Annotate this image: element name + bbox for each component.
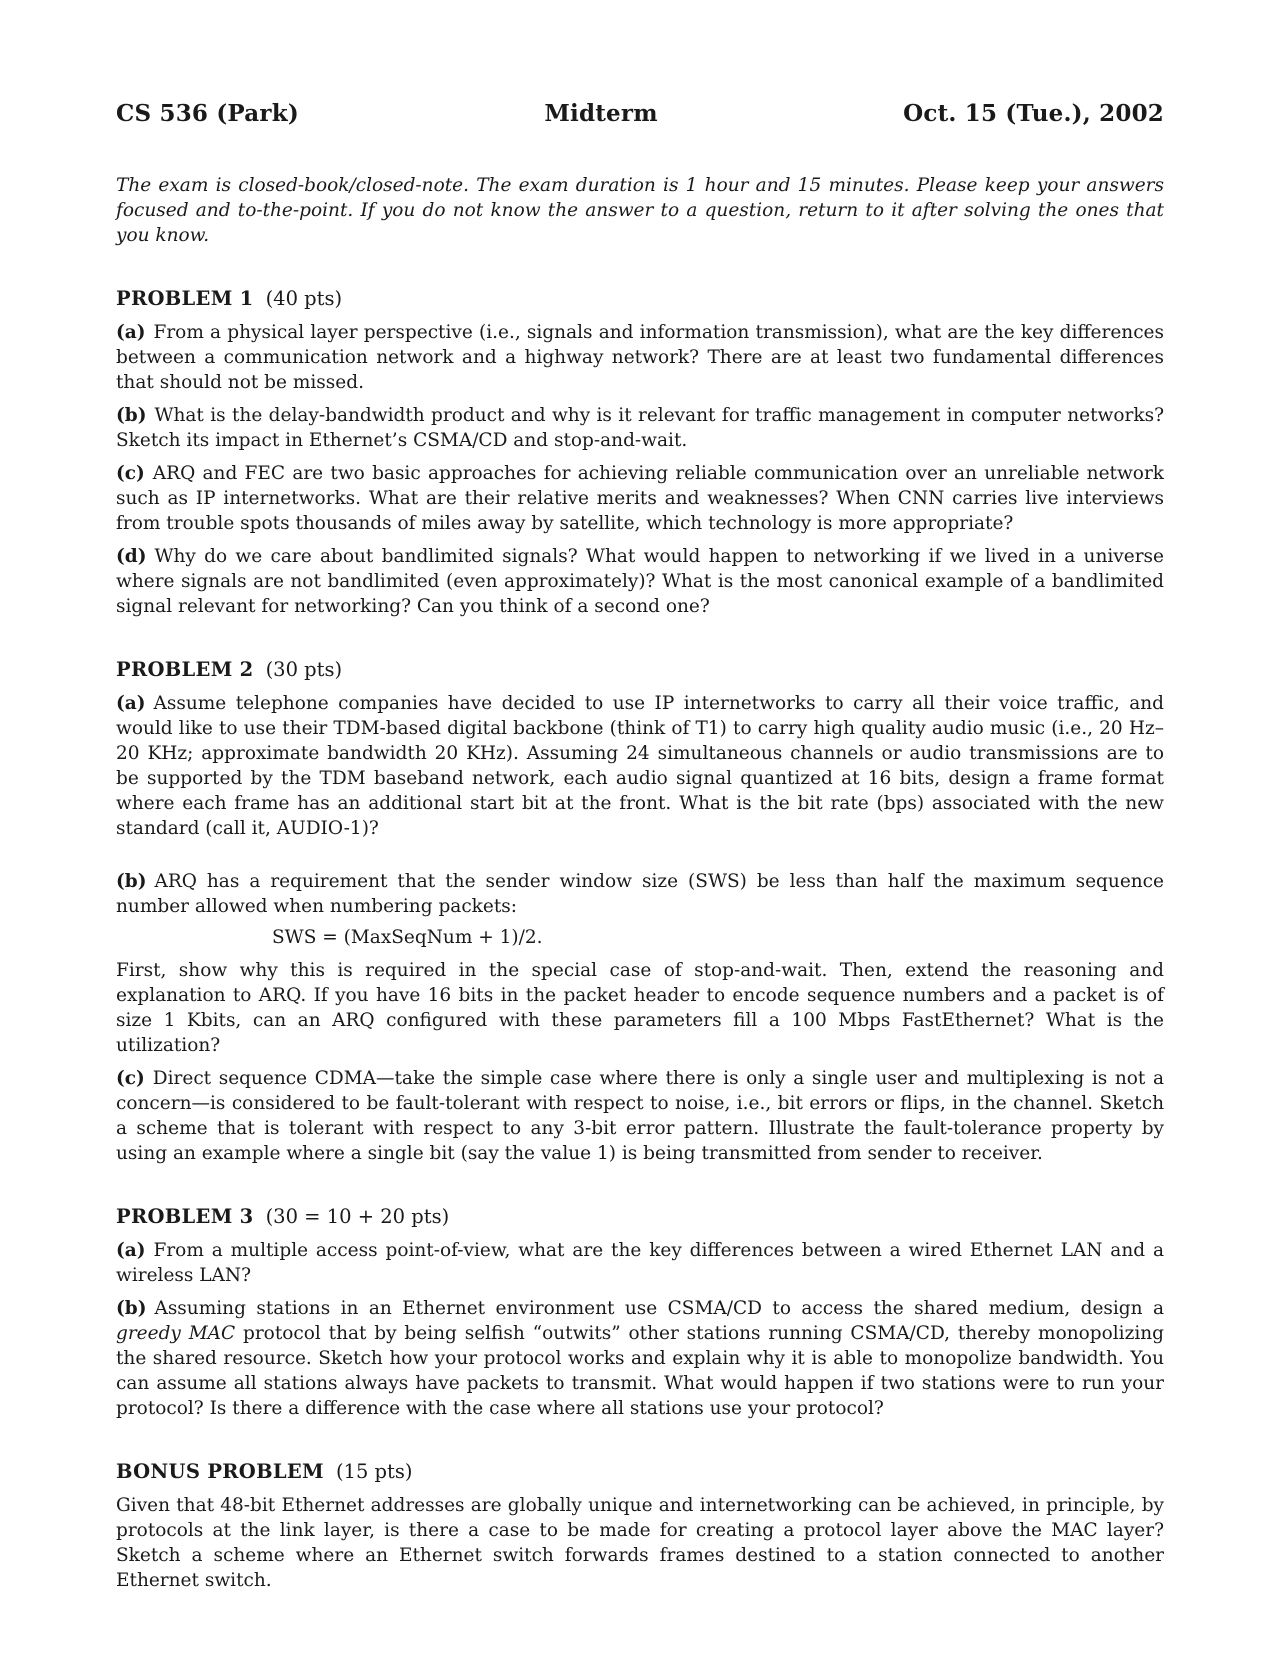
part-text: Assume telephone companies have decided to use IP internetworks to carry all their voice traffic, and would like to use their TDM-based digital backbone (think of T1) to carry high quality audio music (i.e., 20 Hz–20 KHz; approximate bandwidth 20 KHz). Assuming 24 simultaneous channels or audio transmissions are to be supported by the TDM baseband network, each audio signal quantized at 16 bits, design a frame format where each frame has an additional start bit at the front. What is the bit rate (bps) associated with the new standard (call it, AUDIO-1)? bbox=[116, 693, 1164, 839]
exam-date: Oct. 15 (Tue.), 2002 bbox=[903, 100, 1164, 127]
exam-instructions: The exam is closed-book/closed-note. The exam duration is 1 hour and 15 minutes. Please keep your answers focused and to-the-point. If you do not know the answer to a question, return to it after solving the ones that you know. bbox=[116, 175, 1164, 246]
problem-1-part-a bbox=[116, 320, 1164, 395]
problem-2-part-b-followup: First, show why this is required in the special case of stop-and-wait. Then, extend the reasoning and explanation to ARQ. If you have 16 bits in the packet header to encode sequence numbers and a packet is of size 1 Kbits, can an ARQ configured with these parameters fill a 100 Mbps FastEthernet? What is the utilization? bbox=[116, 960, 1164, 1056]
part-text: From a multiple access point-of-view, what are the key differences between a wired Ethernet LAN and a wireless LAN? bbox=[116, 1240, 1164, 1286]
problem-2-part-c bbox=[116, 1066, 1164, 1166]
sws-equation: SWS = (MaxSeqNum + 1)/2. bbox=[272, 927, 543, 948]
problem-2-name: PROBLEM 2 bbox=[116, 658, 254, 681]
problem-3-part-b bbox=[116, 1296, 1164, 1421]
exam-header bbox=[116, 100, 1164, 127]
bonus-problem-text: Given that 48-bit Ethernet addresses are globally unique and internetworking can be achieved, in principle, by protocols at the link layer, is there a case to be made for creating a protocol layer above the MAC layer? Sketch a scheme where an Ethernet switch forwards frames destined to a station connected to another Ethernet switch. bbox=[116, 1495, 1164, 1591]
problem-3-name: PROBLEM 3 bbox=[116, 1205, 254, 1228]
part-label: (c) bbox=[116, 1068, 145, 1089]
bonus-problem-name: BONUS PROBLEM bbox=[116, 1460, 324, 1483]
part-label: (b) bbox=[116, 405, 147, 426]
course-name: CS 536 (Park) bbox=[116, 100, 299, 127]
problem-3 bbox=[116, 1204, 1164, 1421]
problem-2 bbox=[116, 657, 1164, 1166]
bonus-problem bbox=[116, 1459, 1164, 1593]
part-text: Direct sequence CDMA—take the simple case where there is only a single user and multiplexing is not a concern—is considered to be fault-tolerant with respect to noise, i.e., bit errors or flips, in the channel. Sketch a scheme that is tolerant with respect to any 3-bit error pattern. Illustrate the fault-tolerance property by using an example where a single bit (say the value 1) is being transmitted from sender to receiver. bbox=[116, 1068, 1164, 1164]
part-text: What is the delay-bandwidth product and why is it relevant for traffic management in computer networks? Sketch its impact in Ethernet’s CSMA/CD and stop-and-wait. bbox=[116, 405, 1164, 451]
problem-1-part-c bbox=[116, 461, 1164, 536]
part-label: (c) bbox=[116, 463, 145, 484]
problem-2-title bbox=[116, 657, 1164, 683]
problem-1-points: (40 pts) bbox=[265, 287, 343, 310]
bonus-problem-title bbox=[116, 1459, 1164, 1485]
part-label: (a) bbox=[116, 322, 146, 343]
problem-1-part-b bbox=[116, 403, 1164, 453]
problem-3-points: (30 = 10 + 20 pts) bbox=[265, 1205, 450, 1228]
exam-title: Midterm bbox=[544, 100, 658, 127]
part-text-after: protocol that by being selfish “outwits” other stations running CSMA/CD, thereby monopolizing the shared resource. Sketch how your protocol works and explain why it is able to monopolize bandwidth. You can assume all stations always have packets to transmit. What would happen if two stations were to run your protocol? Is there a difference with the case where all stations use your protocol? bbox=[116, 1323, 1164, 1419]
problem-2-part-a bbox=[116, 691, 1164, 841]
problem-3-part-a bbox=[116, 1238, 1164, 1288]
part-text: From a physical layer perspective (i.e., signals and information transmission), what are the key differences between a communication network and a highway network? There are at least two fundamental differences that should not be missed. bbox=[116, 322, 1164, 393]
problem-2-part-b bbox=[116, 869, 1164, 919]
problem-1-title bbox=[116, 286, 1164, 312]
part-label: (d) bbox=[116, 546, 147, 567]
part-label: (a) bbox=[116, 1240, 146, 1261]
part-label: (b) bbox=[116, 1298, 147, 1319]
part-text-before: Assuming stations in an Ethernet environment use CSMA/CD to access the shared medium, design a bbox=[154, 1298, 1164, 1319]
part-text: ARQ has a requirement that the sender window size (SWS) be less than half the maximum sequence number allowed when numbering packets: bbox=[116, 871, 1164, 917]
part-text: ARQ and FEC are two basic approaches for achieving reliable communication over an unreliable network such as IP internetworks. What are their relative merits and weaknesses? When CNN carries live interviews from trouble spots thousands of miles away by satellite, which technology is more appropriate? bbox=[116, 463, 1164, 534]
greedy-mac-emphasis: greedy MAC bbox=[116, 1323, 236, 1344]
problem-2-points: (30 pts) bbox=[265, 658, 343, 681]
problem-1-name: PROBLEM 1 bbox=[116, 287, 254, 310]
bonus-problem-points: (15 pts) bbox=[335, 1460, 413, 1483]
part-text: Why do we care about bandlimited signals? What would happen to networking if we lived in a universe where signals are not bandlimited (even approximately)? What is the most canonical example of a bandlimited signal relevant for networking? Can you think of a second one? bbox=[116, 546, 1164, 617]
part-label: (a) bbox=[116, 693, 146, 714]
problem-1-part-d bbox=[116, 544, 1164, 619]
exam-page bbox=[116, 100, 1164, 1593]
problem-3-title bbox=[116, 1204, 1164, 1230]
problem-1 bbox=[116, 286, 1164, 619]
part-label: (b) bbox=[116, 871, 147, 892]
